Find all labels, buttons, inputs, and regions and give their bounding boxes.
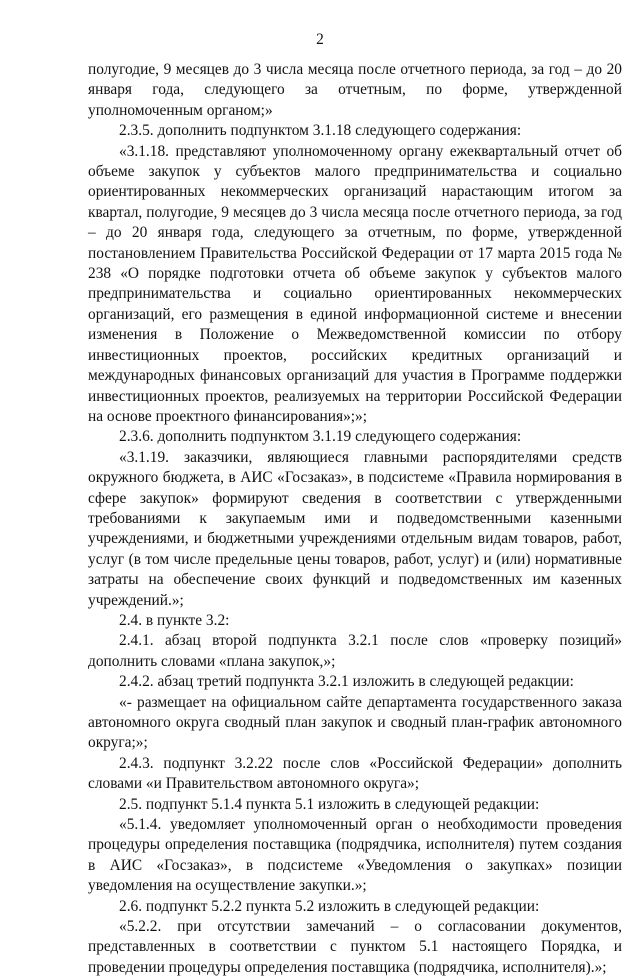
paragraph-2-5: 2.5. подпункт 5.1.4 пункта 5.1 изложить в следующей редакции:: [119, 795, 540, 813]
paragraph-2-4-2: 2.4.2. абзац третий подпункта 3.2.1 изложить в следующей редакции:: [119, 673, 574, 691]
paragraph-2-4-2-text: «- размещает на официальном сайте департамента государственного заказа автономного округа сводный план закупок и сводный план-график автономного округа;»;: [88, 693, 622, 752]
paragraph-3-1-19: «3.1.19. заказчики, являющиеся главными распорядителями средств окружного бюджета, в АИС «Госзаказ», в подсистеме «Правила нормирования в сфере закупок» формируют сведения в соответствии с утвержденными требованиями к закупаемым ими и подведомственными казенными учреждениями, и бюджетными учреждениями отдельным видам товаров, работ, услуг (в том числе предельные цены товаров, работ, услуг) и (или) нормативные затраты на обеспечение своих функций и подведомственных им казенных учреждений.»;: [88, 448, 622, 609]
paragraph-2-4: 2.4. в пункте 3.2:: [119, 611, 230, 629]
paragraph-3-1-18: «3.1.18. представляют уполномоченному органу ежеквартальный отчет об объеме закупок у субъектов малого предпринимательства и социально ориентированных некоммерческих организаций нарастающим итогом за квартал, полугодие, 9 месяцев до 3 числа месяца после отчетного периода, за год – до 20 января года, следующего за отчетным, по форме, утвержденной постановлением Правительства Российской Федерации от 17 марта 2015 года № 238 «О порядке подготовки отчета об объеме закупок у субъектов малого предпринимательства и социально ориентированных некоммерческих организаций, его размещения в единой информационной системе и внесении изменения в Положение о Межведомственной комиссии по отбору инвестиционных проектов, российских кредитных организаций и международных финансовых организаций для участия в Программе поддержки инвестиционных проектов, реализуемых на территории Российской Федерации на основе проектного финансирования»;»;: [88, 142, 622, 425]
paragraph-2-4-1: 2.4.1. абзац второй подпункта 3.2.1 после слов «проверку позиций» дополнить словами «плана закупок,»;: [88, 632, 622, 670]
page-number: 2: [316, 31, 324, 48]
paragraph-2-3-5: 2.3.5. дополнить подпунктом 3.1.18 следующего содержания:: [119, 122, 522, 140]
paragraph-continuation: полугодие, 9 месяцев до 3 числа месяца после отчетного периода, за год – до 20 января года, следующего за отчетным, по форме, утвержденной уполномоченным органом;»: [88, 61, 622, 119]
paragraph-5-1-4: «5.1.4. уведомляет уполномоченный орган о необходимости проведения процедуры определения поставщика (подрядчика, исполнителя) путем создания в АИС «Госзаказ», в подсистеме «Уведомления о закупках» позиции уведомления на осуществление закупки.»;: [88, 816, 622, 895]
paragraph-2-6: 2.6. подпункт 5.2.2 пункта 5.2 изложить в следующей редакции:: [119, 897, 540, 915]
paragraph-2-4-3: 2.4.3. подпункт 3.2.22 после слов «Российской Федерации» дополнить словами «и Правительством автономного округа»;: [88, 754, 622, 793]
paragraph-5-2-2: «5.2.2. при отсутствии замечаний – о согласовании документов, представленных в соответствии с пунктом 5.1 настоящего Порядка, и проведении процедуры определения поставщика (подрядчика, исполнителя).»;: [88, 918, 622, 976]
document-body: [88, 60, 622, 978]
paragraph-2-3-6: 2.3.6. дополнить подпунктом 3.1.19 следующего содержания:: [119, 428, 522, 446]
